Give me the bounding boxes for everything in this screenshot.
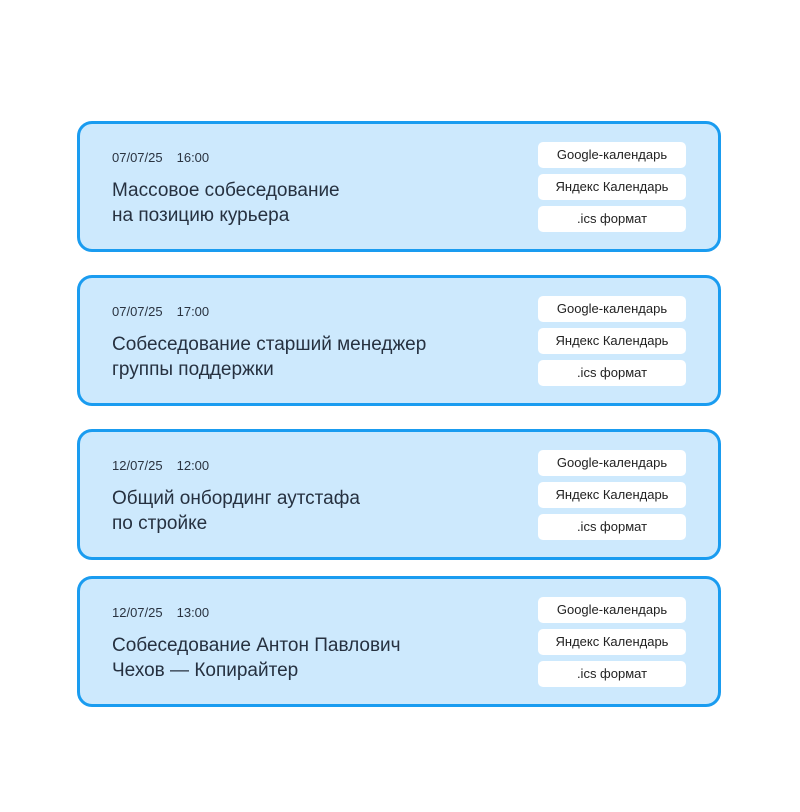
event-card [77, 275, 721, 406]
calendar-export-buttons [538, 296, 686, 392]
event-title-line: Собеседование Антон Павлович [112, 635, 401, 656]
ics-download-button[interactable]: .ics формат [538, 360, 686, 386]
event-title-line: Общий онбординг аутстафа [112, 488, 360, 509]
google-calendar-button[interactable]: Google-календарь [538, 142, 686, 168]
event-card [77, 576, 721, 707]
event-datetime [112, 150, 209, 165]
event-datetime [112, 458, 209, 473]
calendar-export-buttons [538, 597, 686, 693]
event-title-line: на позицию курьера [112, 205, 290, 226]
ics-download-button[interactable]: .ics формат [538, 206, 686, 232]
event-title [112, 633, 492, 683]
yandex-calendar-button[interactable]: Яндекс Календарь [538, 629, 686, 655]
event-time: 17:00 [176, 304, 210, 319]
ics-download-button[interactable]: .ics формат [538, 514, 686, 540]
event-time: 13:00 [176, 605, 210, 620]
google-calendar-button[interactable]: Google-календарь [538, 597, 686, 623]
event-title [112, 486, 492, 536]
event-date: 07/07/25 [112, 150, 163, 165]
event-card [77, 429, 721, 560]
ics-download-button[interactable]: .ics формат [538, 661, 686, 687]
event-date: 12/07/25 [112, 605, 163, 620]
event-datetime [112, 605, 209, 620]
event-card [77, 121, 721, 252]
event-title-line: по стройке [112, 513, 208, 534]
event-title-line: Чехов — Копирайтер [112, 660, 299, 681]
yandex-calendar-button[interactable]: Яндекс Календарь [538, 482, 686, 508]
event-datetime [112, 304, 209, 319]
google-calendar-button[interactable]: Google-календарь [538, 450, 686, 476]
event-time: 12:00 [176, 458, 210, 473]
event-title-line: группы поддержки [112, 359, 274, 380]
event-date: 12/07/25 [112, 458, 163, 473]
event-title-line: Массовое собеседование [112, 180, 340, 201]
google-calendar-button[interactable]: Google-календарь [538, 296, 686, 322]
calendar-export-buttons [538, 450, 686, 546]
yandex-calendar-button[interactable]: Яндекс Календарь [538, 328, 686, 354]
event-time: 16:00 [176, 150, 210, 165]
event-title [112, 178, 492, 228]
event-title-line: Собеседование старший менеджер [112, 334, 427, 355]
event-title [112, 332, 492, 382]
event-date: 07/07/25 [112, 304, 163, 319]
yandex-calendar-button[interactable]: Яндекс Календарь [538, 174, 686, 200]
calendar-export-buttons [538, 142, 686, 238]
